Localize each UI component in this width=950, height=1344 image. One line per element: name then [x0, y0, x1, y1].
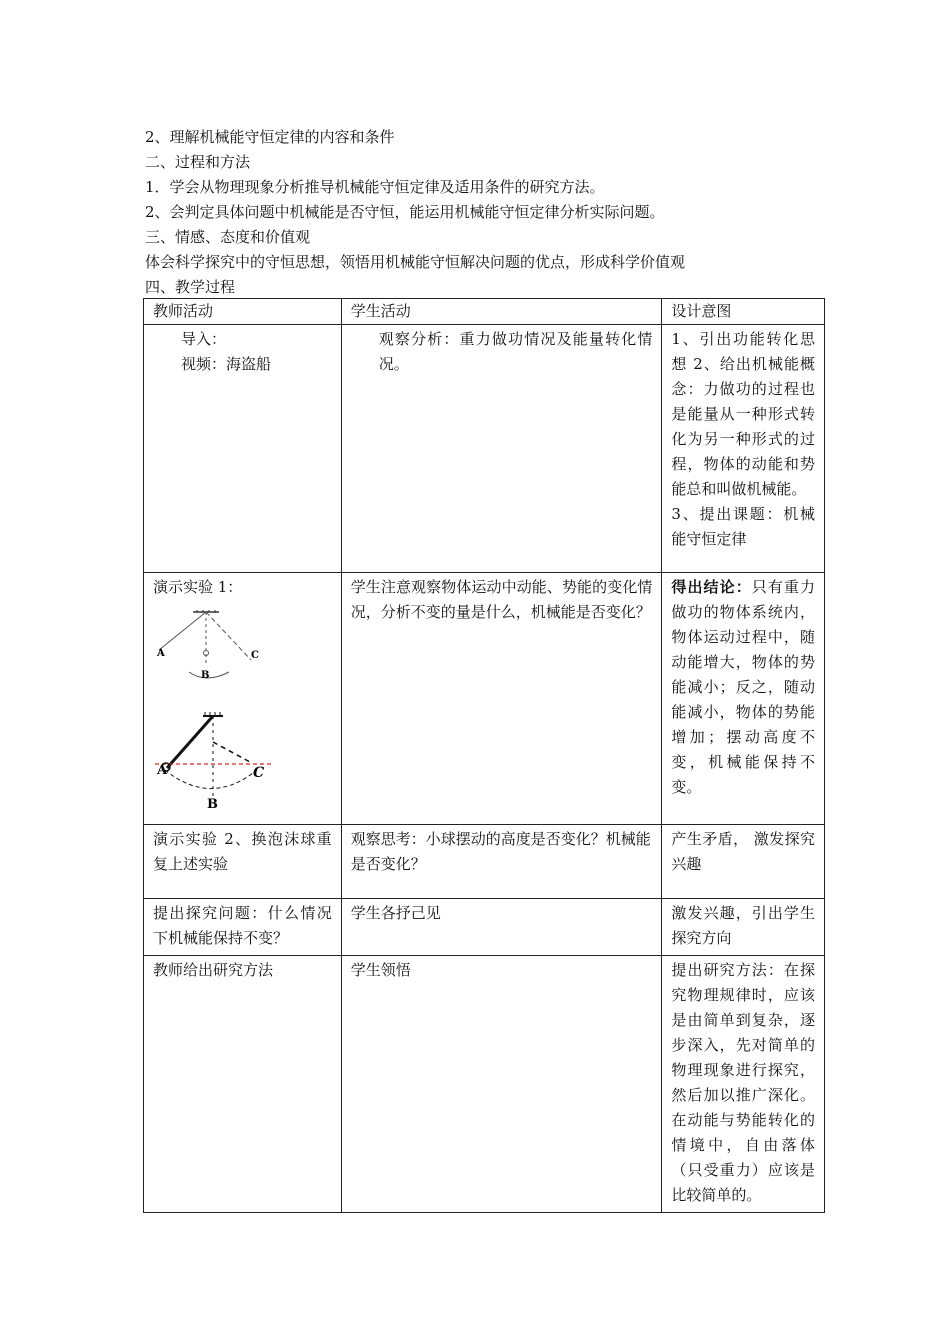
diagram-label: B: [201, 670, 210, 681]
student-text: 观察分析：重力做功情况及能量转化情况。: [378, 330, 653, 373]
student-cell: [341, 825, 662, 899]
diagram-label: C: [253, 765, 265, 781]
intent-text: 激发兴趣，引出学生探究方向: [671, 904, 815, 947]
intent-cell: [662, 325, 825, 573]
teacher-cell: [144, 956, 342, 1213]
table-row: [144, 325, 825, 573]
teacher-text: 演示实验 1：: [153, 578, 243, 596]
table-row: [144, 899, 825, 956]
student-text: 学生各抒己见: [350, 904, 441, 922]
pendulum-diagram-2: [153, 712, 283, 808]
objective-line: 2、会判定具体问题中机械能是否守恒，能运用机械能守恒定律分析实际问题。: [145, 203, 665, 221]
teacher-text: 提出探究问题：什么情况下机械能保持不变？: [153, 904, 332, 947]
teacher-text: 视频：海盗船: [181, 355, 272, 373]
section-heading: 四、教学过程: [145, 278, 236, 296]
student-cell: [341, 573, 662, 825]
diagram-label: A: [157, 763, 168, 778]
intro-section: [145, 125, 825, 300]
objective-line: 1．学会从物理现象分析推导机械能守恒定律及适用条件的研究方法。: [145, 178, 605, 196]
student-cell: [341, 899, 662, 956]
objective-line: 体会科学探究中的守恒思想，领悟用机械能守恒解决问题的优点，形成科学价值观: [145, 253, 686, 271]
header-teacher: 教师活动: [144, 299, 342, 325]
intent-cell: [662, 956, 825, 1213]
student-text: 学生注意观察物体运动中动能、势能的变化情况，分析不变的量是什么，机械能是否变化？: [350, 578, 653, 621]
header-intent: 设计意图: [662, 299, 825, 325]
diagram-label: B: [207, 797, 218, 808]
diagram-label: A: [157, 648, 165, 659]
table-header-row: [144, 299, 825, 325]
intent-cell: [662, 899, 825, 956]
student-cell: [341, 325, 662, 573]
teacher-cell: [144, 825, 342, 899]
teacher-cell: [144, 573, 342, 825]
teacher-cell: [144, 899, 342, 956]
student-text: 学生领悟: [350, 961, 411, 979]
intent-text: 提出研究方法：在探究物理规律时，应该是由简单到复杂，逐步深入，先对简单的物理现象进行探究，然后加以推广深化。在动能与势能转化的情境中，自由落体（只受重力）应该是比较简单的。: [671, 961, 815, 1204]
teacher-cell: [144, 325, 342, 573]
header-student: 学生活动: [341, 299, 662, 325]
teacher-text: 演示实验 2、换泡沫球重复上述实验: [153, 830, 332, 873]
intent-text: 1、引出功能转化思想 2、给出机械能概念：力做功的过程也是能量从一种形式转化为另一种形式的过程，物体的动能和势能总和叫做机械能。: [671, 330, 815, 498]
teacher-text: 教师给出研究方法: [153, 961, 274, 979]
section-heading: 三、情感、态度和价值观: [145, 228, 311, 246]
intent-text: 只有重力做功的物体系统内，物体运动过程中，随动能增大，物体的势能减小；反之，随动能减小，物体的势能增加；摆动高度不变，机械能保持不变。: [671, 578, 815, 796]
teaching-process-table: [143, 298, 825, 1213]
table-row: [144, 573, 825, 825]
table-row: [144, 825, 825, 899]
conclusion-label: 得出结论：: [671, 578, 752, 596]
pendulum-diagram-1: [153, 610, 273, 692]
intent-text: 3、提出课题：机械能守恒定律: [671, 505, 815, 548]
intent-cell: [662, 573, 825, 825]
teacher-text: 导入：: [181, 330, 227, 348]
student-text: 观察思考：小球摆动的高度是否变化？机械能是否变化？: [350, 830, 651, 873]
diagram-label: C: [251, 650, 259, 661]
objective-line: 2、理解机械能守恒定律的内容和条件: [145, 128, 395, 146]
intent-cell: [662, 825, 825, 899]
section-heading: 二、过程和方法: [145, 153, 251, 171]
student-cell: [341, 956, 662, 1213]
table-row: [144, 956, 825, 1213]
intent-text: 产生矛盾， 激发探究兴趣: [671, 830, 815, 873]
